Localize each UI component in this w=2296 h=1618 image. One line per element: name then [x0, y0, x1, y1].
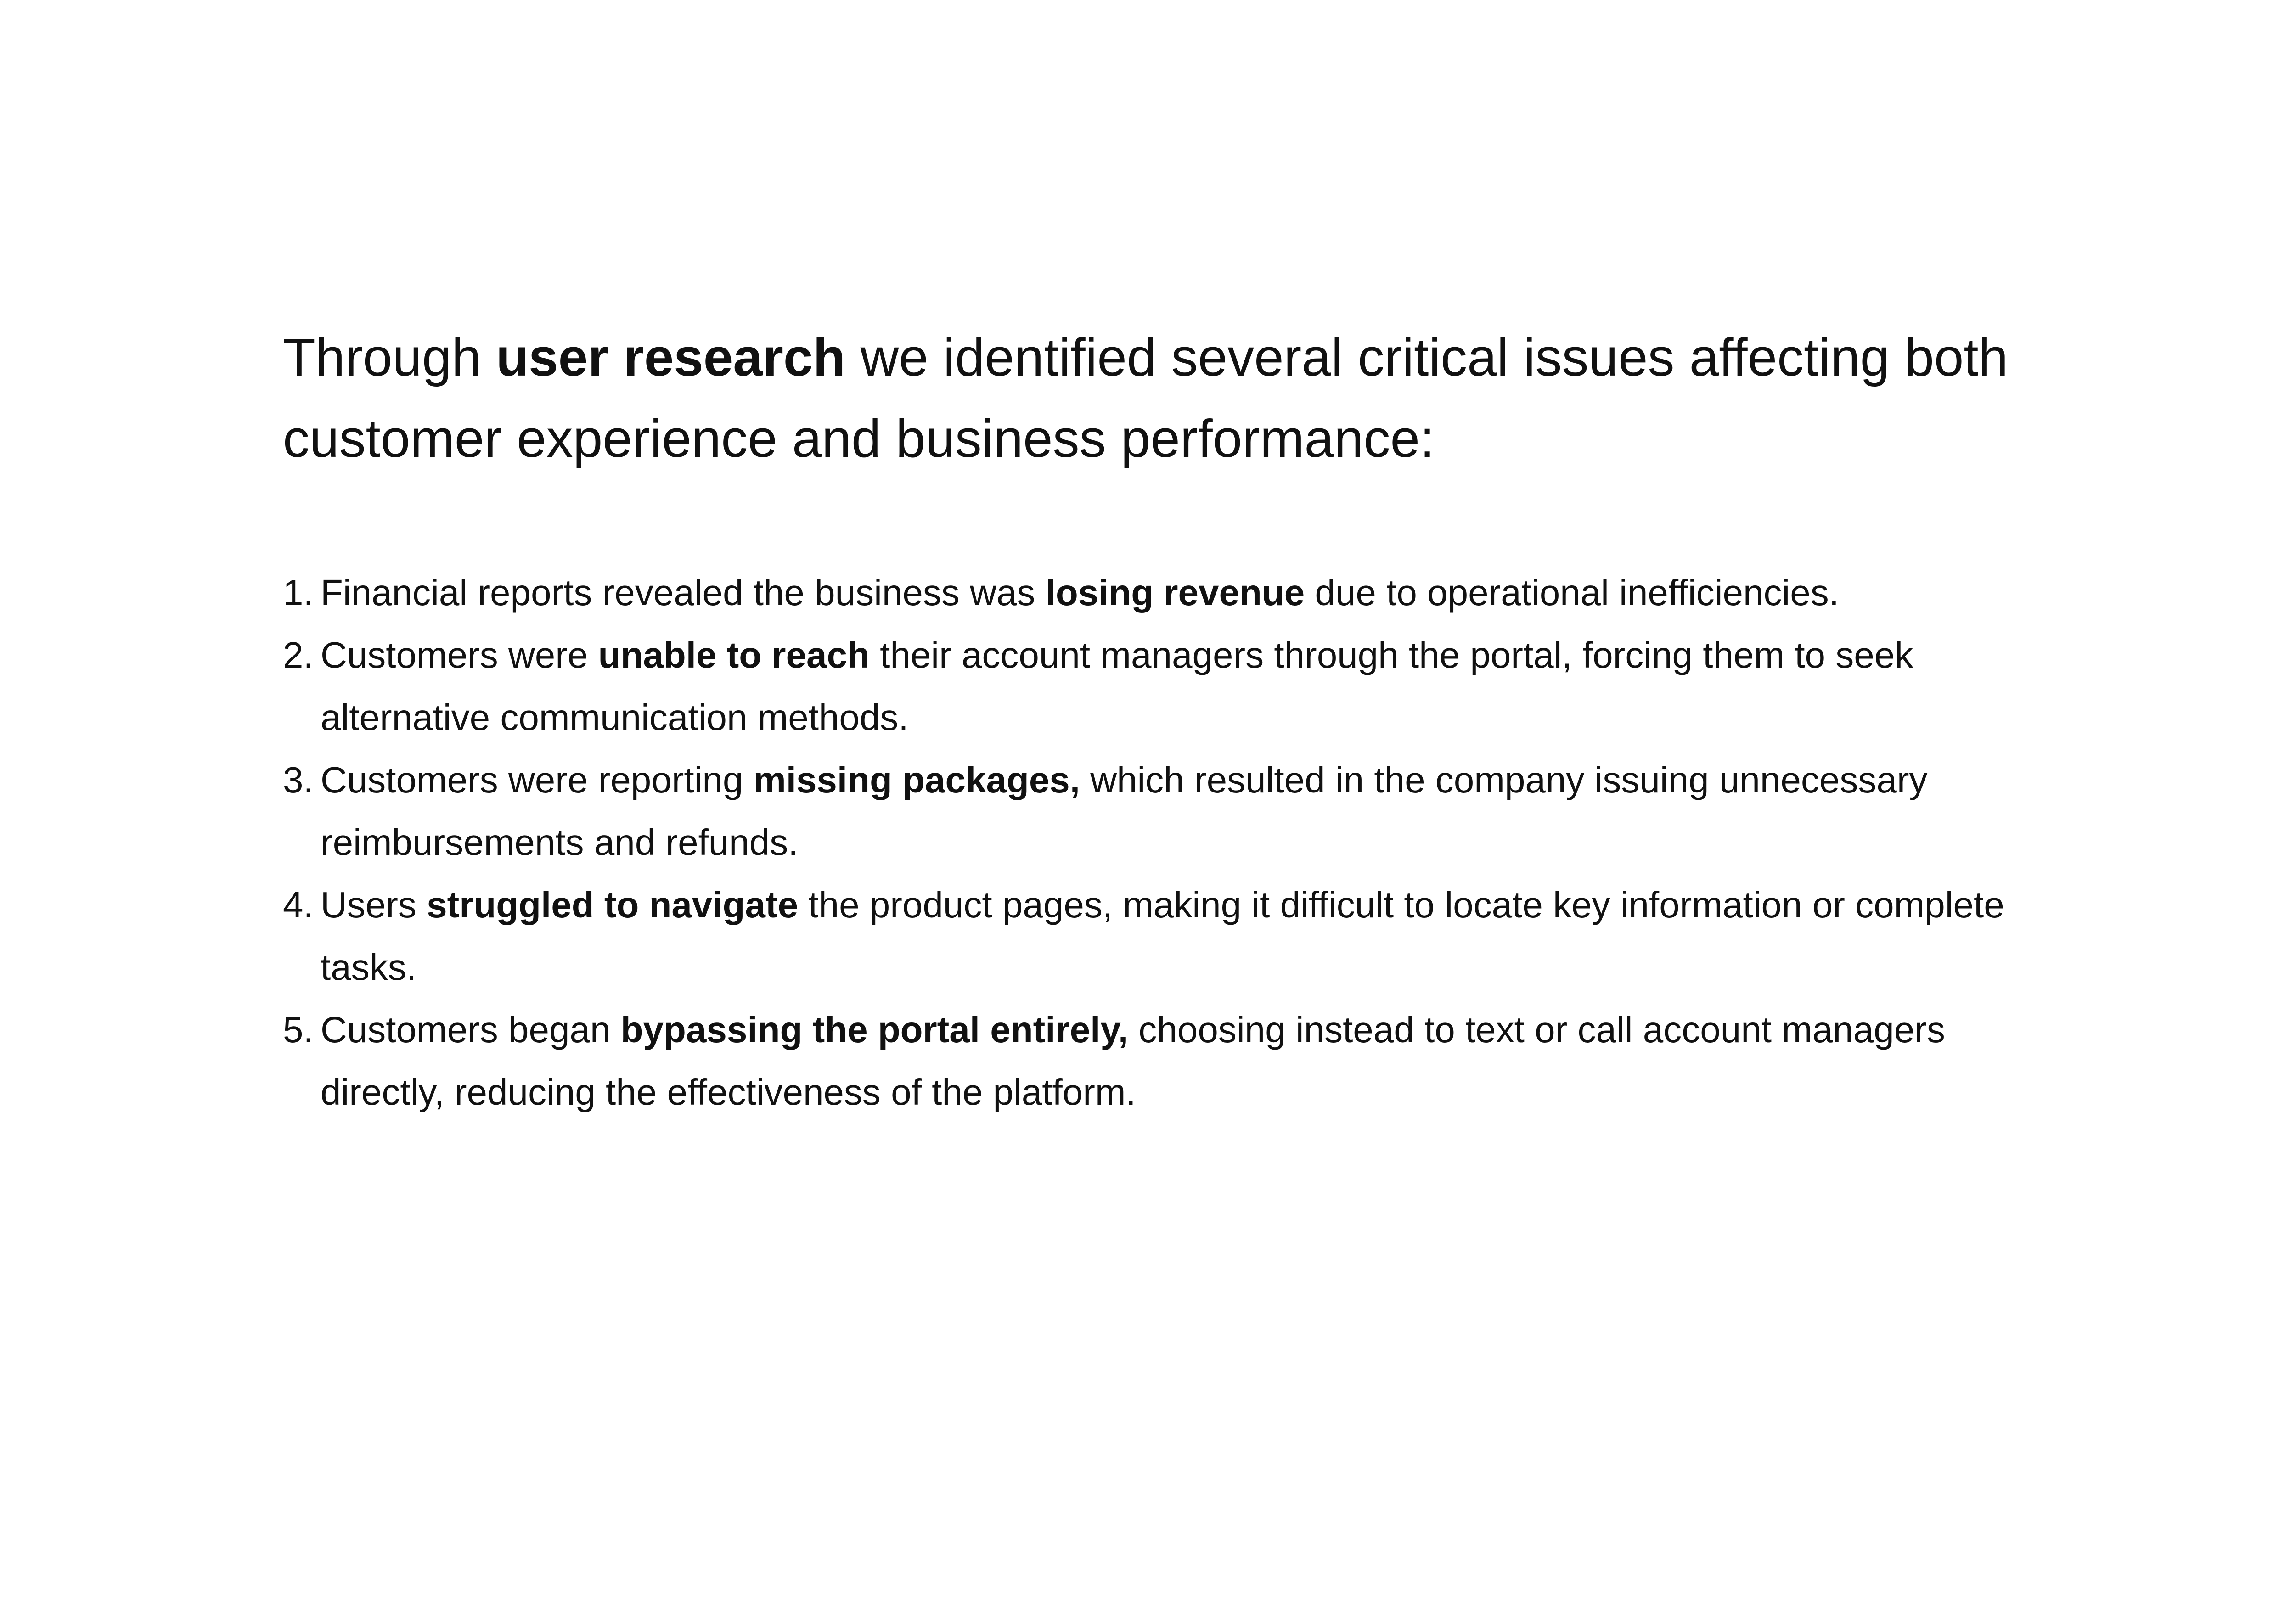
issue-text-before: Financial reports revealed the business was: [321, 572, 1046, 613]
issue-text-before: Customers were: [321, 635, 598, 675]
issue-number: 1.: [283, 572, 314, 613]
issue-text-after: due to operational inefficiencies.: [1305, 572, 1839, 613]
issue-text-after: which resulted in the company issuing unnecessary reimbursements and refunds.: [321, 759, 1928, 863]
document-content: [283, 317, 2097, 1124]
issue-text: [321, 624, 2068, 749]
intro-emphasis: user research: [496, 327, 846, 387]
issue-emphasis: losing revenue: [1045, 572, 1305, 613]
issue-item-3: [283, 749, 2097, 874]
issue-text-after: choosing instead to text or call account managers directly, reducing the effectiveness of the platform.: [321, 1009, 1945, 1112]
issue-text: [321, 874, 2068, 999]
issue-emphasis: unable to reach: [598, 635, 870, 675]
issue-text-after: the product pages, making it difficult to locate key information or complete tasks.: [321, 884, 2004, 988]
issues-list: [283, 562, 2097, 1124]
intro-text-after: we identified several critical issues affecting both customer experience and business performance:: [283, 327, 2009, 468]
issue-text: [321, 749, 2068, 874]
issue-text-before: Customers were reporting: [321, 759, 754, 800]
issue-number: 2.: [283, 635, 314, 675]
issue-number: 5.: [283, 1009, 314, 1050]
issue-text-before: Customers began: [321, 1009, 621, 1050]
issue-text-after: their account managers through the portal, forcing them to seek alternative communication methods.: [321, 635, 1913, 738]
intro-text-before: Through: [283, 327, 496, 387]
issue-item-4: [283, 874, 2097, 999]
issue-emphasis: struggled to navigate: [427, 884, 799, 925]
issue-number: 4.: [283, 884, 314, 925]
issue-emphasis: missing packages,: [753, 759, 1080, 800]
issue-text: [321, 999, 2068, 1124]
issue-item-5: [283, 999, 2097, 1124]
issue-emphasis: bypassing the portal entirely,: [620, 1009, 1129, 1050]
issue-number: 3.: [283, 759, 314, 800]
issue-text-before: Users: [321, 884, 427, 925]
intro-paragraph: [283, 317, 2097, 479]
issue-text: [321, 562, 2068, 624]
issue-item-1: [283, 562, 2097, 624]
issue-item-2: [283, 624, 2097, 749]
